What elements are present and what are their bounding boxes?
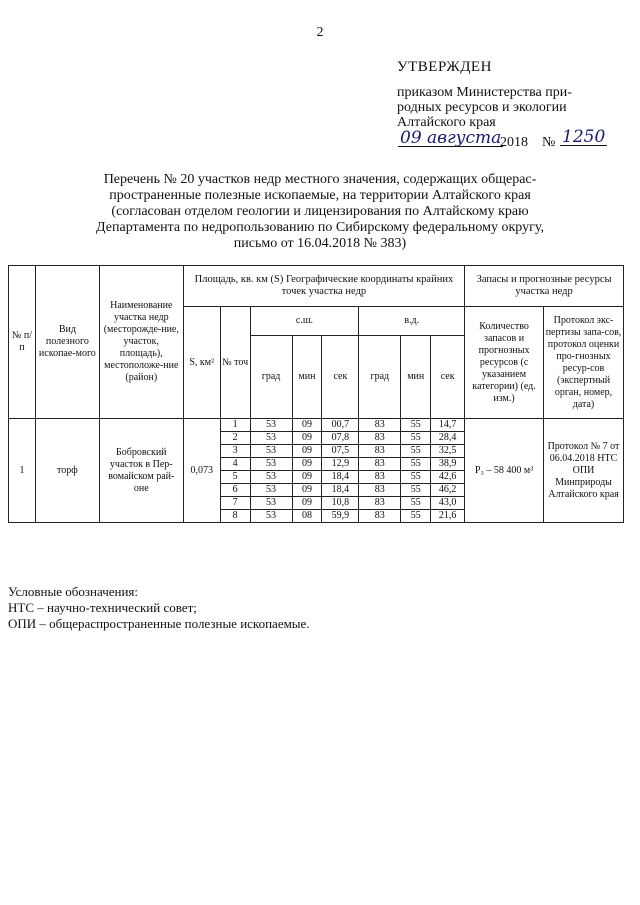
row-reserves-quantity: P₃ – 58 400 м³ [465,419,544,523]
header-north-sec: сек [322,336,359,419]
cell-east-sec: 21,6 [431,510,465,523]
cell-east-deg: 83 [359,484,401,497]
legend-title: Условные обозначения: [8,584,139,599]
cell-north-min: 09 [292,497,322,510]
cell-point-number: 1 [220,419,250,432]
title-line-1: Перечень № 20 участков недр местного значения, содержащих общерас- [103,172,537,187]
table-row [9,419,624,432]
cell-east-sec: 38,9 [431,458,465,471]
cell-north-sec: 12,9 [322,458,359,471]
approval-date-line [397,127,632,155]
cell-east-min: 55 [401,471,431,484]
header-plot-name: Наименование участка недр (месторожде-ние, участок, площадь), местоположе-ние (район) [99,266,183,419]
cell-east-min: 55 [401,510,431,523]
cell-north-deg: 53 [250,510,292,523]
header-east-longitude: в.д. [359,307,465,336]
cell-point-number: 3 [220,445,250,458]
header-area-s: S, км² [183,307,220,419]
cell-north-sec: 07,8 [322,432,359,445]
cell-point-number: 2 [220,432,250,445]
header-point-number: № точ [220,307,250,419]
cell-north-deg: 53 [250,419,292,432]
title-line-5: письмо от 16.04.2018 № 383) [233,236,407,251]
cell-north-sec: 10,8 [322,497,359,510]
cell-east-sec: 43,0 [431,497,465,510]
cell-east-min: 55 [401,484,431,497]
cell-east-min: 55 [401,419,431,432]
cell-north-min: 08 [292,510,322,523]
cell-east-sec: 14,7 [431,419,465,432]
approval-year: 2018 [500,135,528,150]
approval-line-1: приказом Министерства при- [397,85,572,100]
approval-line-3: Алтайского края [397,115,496,130]
cell-east-sec: 46,2 [431,484,465,497]
cell-east-deg: 83 [359,419,401,432]
row-mineral-type: торф [35,419,99,523]
cell-east-min: 55 [401,445,431,458]
cell-north-min: 09 [292,445,322,458]
cell-east-sec: 42,6 [431,471,465,484]
cell-north-deg: 53 [250,445,292,458]
cell-north-deg: 53 [250,484,292,497]
subsoil-plots-table [8,265,624,523]
cell-north-min: 09 [292,471,322,484]
title-line-4: Департамента по недропользованию по Сибирскому федеральному округу, [96,220,544,235]
cell-east-deg: 83 [359,458,401,471]
cell-north-deg: 53 [250,432,292,445]
cell-north-deg: 53 [250,471,292,484]
cell-north-min: 09 [292,432,322,445]
approval-number-sign: № [542,135,556,150]
cell-north-deg: 53 [250,458,292,471]
approval-line-2: родных ресурсов и экологии [397,100,567,115]
header-north-latitude: с.ш. [250,307,359,336]
cell-north-min: 09 [292,419,322,432]
header-east-deg: град [359,336,401,419]
row-area-s: 0,073 [183,419,220,523]
title-line-3: (согласован отделом геологии и лицензирования по Алтайскому краю [111,204,529,219]
cell-east-min: 55 [401,497,431,510]
cell-east-deg: 83 [359,510,401,523]
cell-point-number: 5 [220,471,250,484]
legend-item-opi: ОПИ – общераспространенные полезные ископаемые. [8,616,310,631]
cell-east-min: 55 [401,432,431,445]
header-reserves-quantity: Количество запасов и прогнозных ресурсов (с указанием категории) (ед. изм.) [465,307,544,419]
row-num: 1 [9,419,36,523]
cell-north-min: 09 [292,458,322,471]
header-area-coordinates: Площадь, кв. км (S) Географические координаты крайних точек участка недр [183,266,464,307]
header-reserves: Запасы и прогнозные ресурсы участка недр [465,266,624,307]
approval-date-handwritten: 09 августа [400,128,502,148]
cell-east-deg: 83 [359,445,401,458]
approval-heading: УТВЕРЖДЕН [397,59,492,75]
cell-point-number: 7 [220,497,250,510]
cell-north-sec: 07,5 [322,445,359,458]
cell-north-min: 09 [292,484,322,497]
cell-east-deg: 83 [359,471,401,484]
cell-east-sec: 28,4 [431,432,465,445]
row-plot-name: Бобровский участок в Пер-вомайском рай-оне [99,419,183,523]
header-north-min: мин [292,336,322,419]
cell-point-number: 4 [220,458,250,471]
cell-east-deg: 83 [359,497,401,510]
title-line-2: пространенные полезные ископаемые, на территории Алтайского края [109,188,531,203]
document-title [80,172,560,252]
cell-point-number: 8 [220,510,250,523]
page-number: 2 [316,25,324,40]
header-east-min: мин [401,336,431,419]
header-north-deg: град [250,336,292,419]
cell-north-sec: 59,9 [322,510,359,523]
approval-number-handwritten: 1250 [562,127,606,147]
cell-east-min: 55 [401,458,431,471]
header-east-sec: сек [431,336,465,419]
header-mineral-type: Вид полезного ископае-мого [35,266,99,419]
header-num: № п/п [9,266,36,419]
cell-point-number: 6 [220,484,250,497]
approval-block [397,60,632,155]
row-protocol: Протокол № 7 от 06.04.2018 НТС ОПИ Минприроды Алтайского края [544,419,624,523]
cell-east-sec: 32,5 [431,445,465,458]
legend [8,584,310,632]
header-protocol: Протокол экс-пертизы запа-сов, протокол оценки про-гнозных ресур-сов (экспертный орган, номер, дата) [544,307,624,419]
cell-north-deg: 53 [250,497,292,510]
cell-east-deg: 83 [359,432,401,445]
cell-north-sec: 18,4 [322,484,359,497]
legend-item-nts: НТС – научно-технический совет; [8,600,197,615]
cell-north-sec: 00,7 [322,419,359,432]
cell-north-sec: 18,4 [322,471,359,484]
